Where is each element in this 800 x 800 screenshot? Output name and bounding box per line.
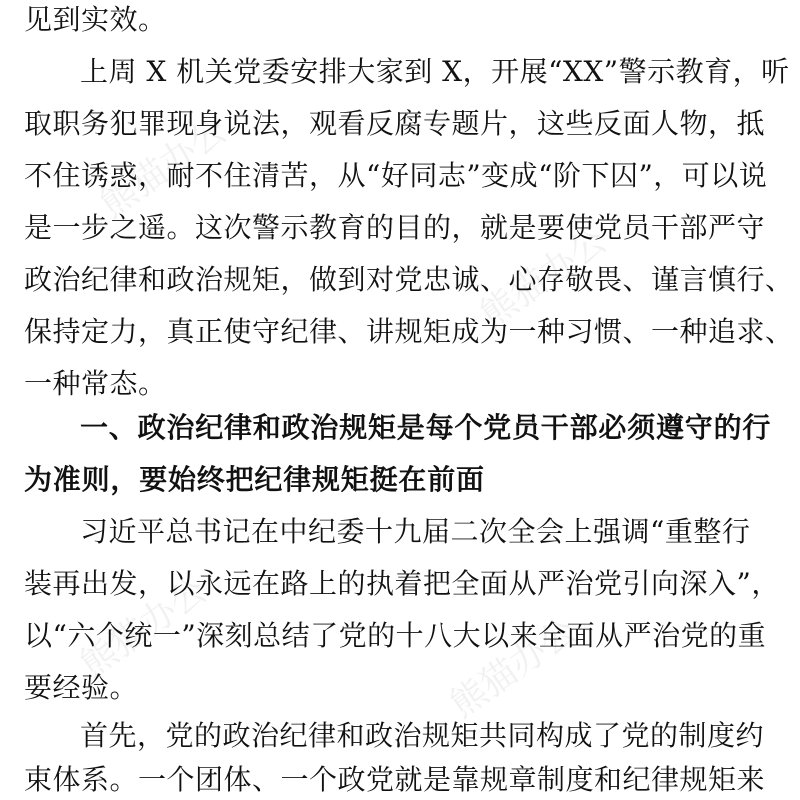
- watermark: 熊猫办公: [72, 569, 215, 687]
- paragraph-line: 政治纪律和政治规矩，做到对党忠诚、心存敬畏、谨言慎行、: [24, 263, 794, 296]
- paragraph-line: 上周 X 机关党委安排大家到 X，开展“XX”警示教育，听: [80, 55, 790, 88]
- section-heading: 一、政治纪律和政治规矩是每个党员干部必须遵守的行: [80, 411, 772, 444]
- paragraph-line: 一种常态。: [24, 367, 167, 400]
- paragraph-line: 以“六个统一”深刻总结了党的十八大以来全面从严治党的重: [24, 619, 767, 652]
- paragraph-line: 不住诱惑，耐不住清苦，从“好同志”变成“阶下囚”，可以说: [24, 159, 768, 192]
- paragraph-line: 要经验。: [24, 671, 139, 704]
- section-heading: 为准则，要始终把纪律规矩挺在前面: [24, 463, 485, 496]
- paragraph-line: 装再出发，以永远在路上的执着把全面从严治党引向深入”，: [24, 567, 780, 600]
- paragraph-line: 见到实效。: [24, 3, 167, 36]
- paragraph-line: 是一步之遥。这次警示教育的目的，就是要使党员干部严守: [24, 211, 766, 244]
- paragraph-line: 保持定力，真正使守纪律、讲规矩成为一种习惯、一种追求、: [24, 315, 794, 348]
- paragraph-line: 首先，党的政治纪律和政治规矩共同构成了党的制度约: [80, 719, 765, 752]
- paragraph-line: 取职务犯罪现身说法，观看反腐专题片，这些反面人物，抵: [24, 107, 766, 140]
- watermark: 熊猫办公: [442, 609, 585, 727]
- paragraph-line: 习近平总书记在中纪委十九届二次全会上强调“重整行: [80, 515, 751, 548]
- watermark: 熊猫办公: [92, 109, 235, 227]
- watermark: 熊猫办公: [472, 219, 615, 337]
- paragraph-line: 束体系。一个团体、一个政党就是靠规章制度和纪律规矩来: [24, 763, 766, 796]
